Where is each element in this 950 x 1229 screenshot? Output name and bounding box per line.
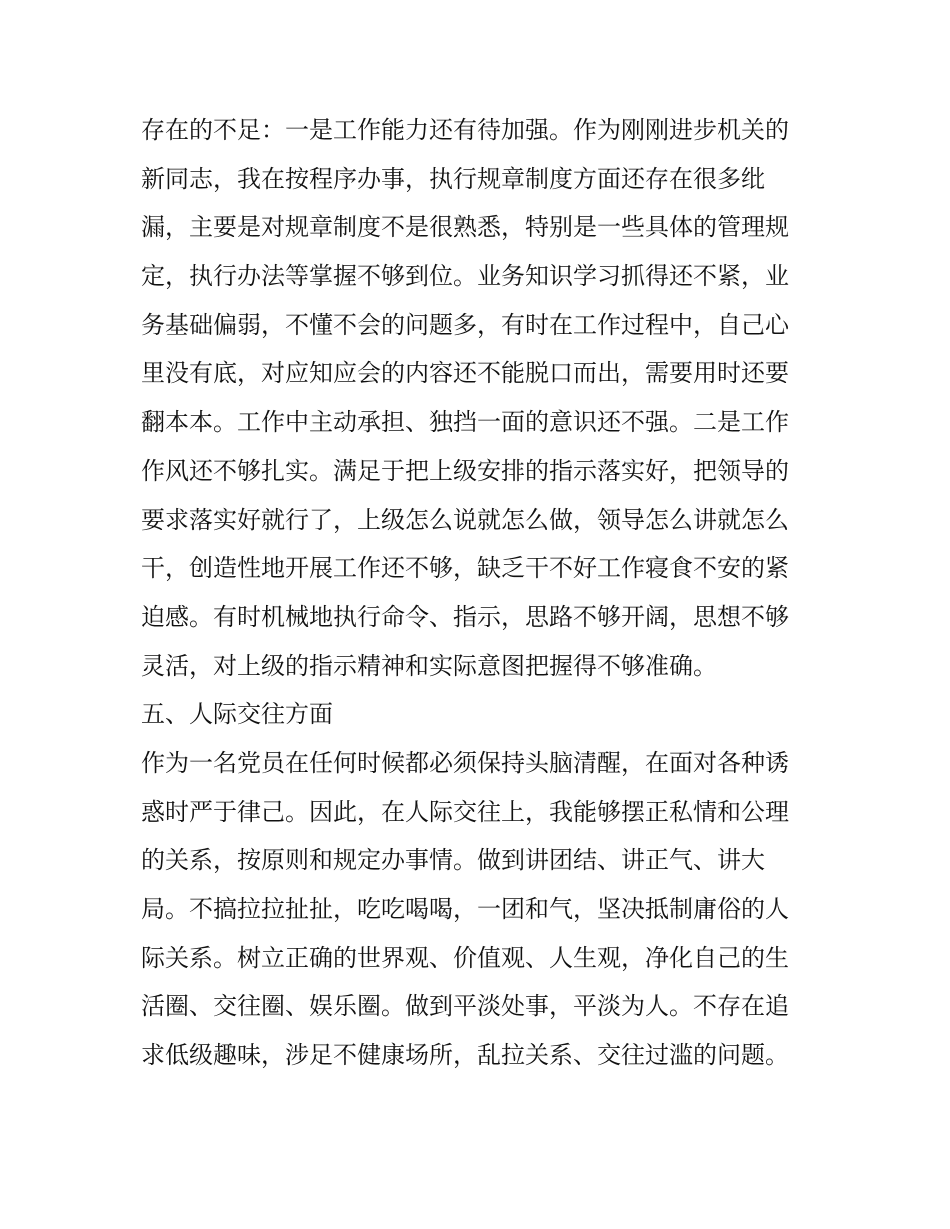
text-line-7: 翻本本。工作中主动承担、独挡一面的意识还不强。二是工作: [141, 408, 789, 437]
text-line-10: 干，创造性地开展工作还不够，缺乏干不好工作寝食不安的紧: [141, 554, 789, 583]
text-line-11: 迫感。有时机械地执行命令、指示，思路不够开阔，思想不够: [141, 602, 789, 631]
text-line-2: 新同志，我在按程序办事，执行规章制度方面还存在很多纰: [141, 164, 765, 193]
text-line-19: 活圈、交往圈、娱乐圈。做到平淡处事，平淡为人。不存在追: [141, 992, 789, 1021]
text-line-18: 际关系。树立正确的世界观、价值观、人生观，净化自己的生: [141, 943, 789, 972]
text-line-9: 要求落实好就行了，上级怎么说就怎么做，领导怎么讲就怎么: [141, 505, 789, 534]
text-line-1: 存在的不足：一是工作能力还有待加强。作为刚刚进步机关的: [141, 116, 789, 144]
text-line-6: 里没有底，对应知应会的内容还不能脱口而出，需要用时还要: [141, 359, 789, 388]
body-text: [141, 106, 821, 1080]
text-line-20: 求低级趣味，涉足不健康场所，乱拉关系、交往过滥的问题。: [141, 1041, 789, 1070]
text-line-3: 漏，主要是对规章制度不是很熟悉，特别是一些具体的管理规: [141, 213, 789, 242]
text-line-4: 定，执行办法等掌握不够到位。业务知识学习抓得还不紧，业: [141, 262, 789, 291]
text-line-8: 作风还不够扎实。满足于把上级安排的指示落实好，把领导的: [141, 456, 789, 485]
text-line-12: 灵活，对上级的指示精神和实际意图把握得不够准确。: [141, 651, 717, 680]
text-line-14: 作为一名党员在任何时候都必须保持头脑清醒，在面对各种诱: [141, 748, 789, 777]
text-line-17: 局。不搞拉拉扯扯，吃吃喝喝，一团和气，坚决抵制庸俗的人: [141, 895, 789, 923]
text-line-5: 务基础偏弱，不懂不会的问题多，有时在工作过程中，自己心: [141, 310, 789, 339]
text-line-16: 的关系，按原则和规定办事情。做到讲团结、讲正气、讲大: [141, 846, 765, 875]
section-heading: 五、人际交往方面: [141, 700, 333, 729]
text-line-15: 惑时严于律己。因此，在人际交往上，我能够摆正私情和公理: [141, 797, 789, 826]
